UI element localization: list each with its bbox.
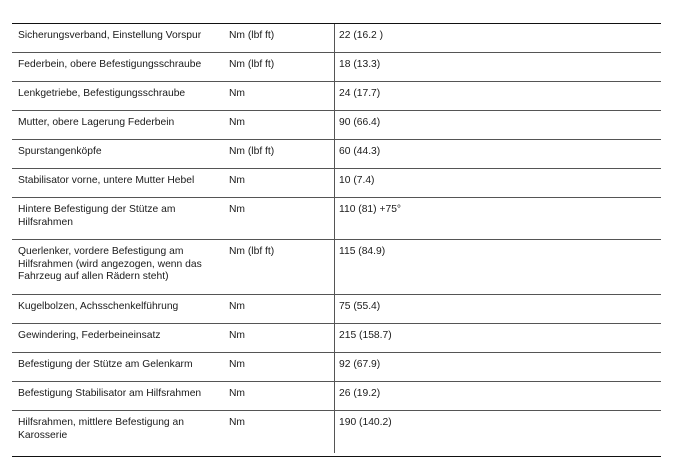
unit-cell: Nm (lbf ft) bbox=[229, 30, 275, 41]
unit-cell: Nm (lbf ft) bbox=[229, 246, 275, 257]
unit-cell: Nm bbox=[229, 388, 246, 399]
unit-cell: Nm bbox=[229, 359, 246, 370]
table-row bbox=[12, 382, 661, 411]
unit-cell: Nm bbox=[229, 88, 246, 99]
component-cell: Querlenker, vordere Befestigung am Hilfsrahmen (wird angezogen, wenn das Fahrzeug auf allen Rädern steht) bbox=[18, 246, 202, 282]
column-divider bbox=[334, 324, 335, 352]
unit-cell: Nm bbox=[229, 117, 246, 128]
table-row bbox=[12, 411, 661, 453]
component-cell: Sicherungsverband, Einstellung Vorspur bbox=[18, 30, 202, 41]
component-cell: Stabilisator vorne, untere Mutter Hebel bbox=[18, 175, 195, 186]
value-cell: 92 (67.9) bbox=[339, 359, 381, 370]
value-cell: 75 (55.4) bbox=[339, 301, 381, 312]
table-row bbox=[12, 24, 661, 53]
column-divider bbox=[334, 353, 335, 381]
torque-spec-table bbox=[12, 23, 661, 457]
component-cell: Kugelbolzen, Achsschenkelführung bbox=[18, 301, 179, 312]
value-cell: 60 (44.3) bbox=[339, 146, 381, 157]
column-divider bbox=[334, 295, 335, 323]
unit-cell: Nm (lbf ft) bbox=[229, 59, 275, 70]
value-cell: 215 (158.7) bbox=[339, 330, 392, 341]
component-cell: Mutter, obere Lagerung Federbein bbox=[18, 117, 175, 128]
value-cell: 26 (19.2) bbox=[339, 388, 381, 399]
table-row bbox=[12, 82, 661, 111]
table-row bbox=[12, 324, 661, 353]
component-cell: Gewindering, Federbeineinsatz bbox=[18, 330, 161, 341]
component-cell: Lenkgetriebe, Befestigungsschraube bbox=[18, 88, 186, 99]
table-row bbox=[12, 198, 661, 240]
column-divider bbox=[334, 53, 335, 81]
unit-cell: Nm bbox=[229, 204, 246, 215]
table-row bbox=[12, 111, 661, 140]
table-row bbox=[12, 240, 661, 295]
column-divider bbox=[334, 169, 335, 197]
table-row bbox=[12, 53, 661, 82]
table-row bbox=[12, 169, 661, 198]
value-cell: 110 (81) +75° bbox=[339, 204, 402, 215]
component-cell: Befestigung der Stütze am Gelenkarm bbox=[18, 359, 193, 370]
component-cell: Federbein, obere Befestigungsschraube bbox=[18, 59, 202, 70]
value-cell: 190 (140.2) bbox=[339, 417, 392, 428]
unit-cell: Nm bbox=[229, 330, 246, 341]
component-cell: Hintere Befestigung der Stütze am Hilfsrahmen bbox=[18, 204, 176, 228]
value-cell: 18 (13.3) bbox=[339, 59, 381, 70]
unit-cell: Nm bbox=[229, 175, 246, 186]
unit-cell: Nm bbox=[229, 417, 246, 428]
table-row bbox=[12, 295, 661, 324]
column-divider bbox=[334, 382, 335, 410]
value-cell: 24 (17.7) bbox=[339, 88, 381, 99]
table-row bbox=[12, 353, 661, 382]
unit-cell: Nm bbox=[229, 301, 246, 312]
column-divider bbox=[334, 140, 335, 168]
table-row bbox=[12, 140, 661, 169]
value-cell: 22 (16.2 ) bbox=[339, 30, 384, 41]
column-divider bbox=[334, 240, 335, 294]
value-cell: 90 (66.4) bbox=[339, 117, 381, 128]
component-cell: Befestigung Stabilisator am Hilfsrahmen bbox=[18, 388, 202, 399]
column-divider bbox=[334, 82, 335, 110]
column-divider bbox=[334, 411, 335, 453]
value-cell: 10 (7.4) bbox=[339, 175, 375, 186]
column-divider bbox=[334, 198, 335, 239]
component-cell: Hilfsrahmen, mittlere Befestigung an Karosserie bbox=[18, 417, 184, 441]
component-cell: Spurstangenköpfe bbox=[18, 146, 102, 157]
table-bottom-rule bbox=[12, 456, 661, 457]
unit-cell: Nm (lbf ft) bbox=[229, 146, 275, 157]
column-divider bbox=[334, 24, 335, 52]
value-cell: 115 (84.9) bbox=[339, 246, 386, 257]
column-divider bbox=[334, 111, 335, 139]
